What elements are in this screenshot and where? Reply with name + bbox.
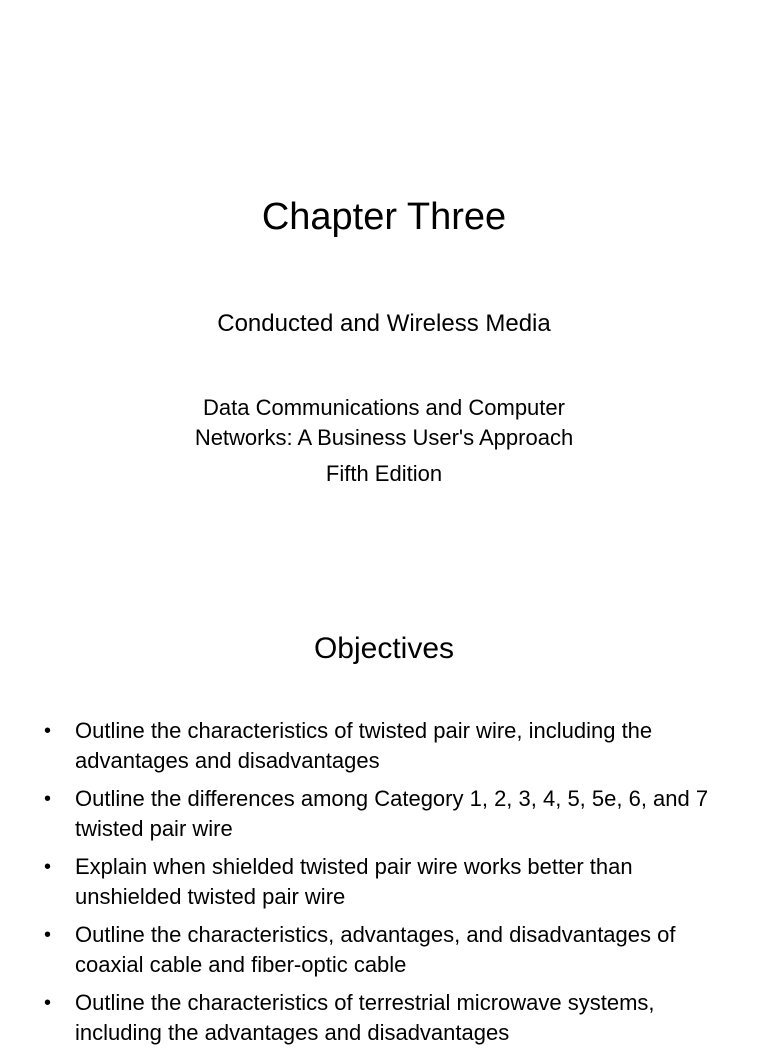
objective-text: Explain when shielded twisted pair wire works better than unshielded twisted pair wire — [75, 854, 633, 909]
book-title — [0, 393, 768, 453]
objective-item — [40, 784, 730, 844]
objective-text: Outline the characteristics of twisted pair wire, including the advantages and disadvantages — [75, 718, 653, 773]
bullet-icon: • — [44, 924, 52, 946]
objective-item — [40, 716, 730, 776]
objective-text: Outline the characteristics, advantages, and disadvantages of coaxial cable and fiber-optic cable — [75, 922, 676, 977]
bullet-icon: • — [44, 856, 52, 878]
objective-item — [40, 920, 730, 980]
objectives-title: Objectives — [313, 632, 455, 665]
objective-text: Outline the characteristics of terrestrial microwave systems, including the advantages and disadvantages — [75, 990, 655, 1045]
objectives-list — [40, 716, 730, 1056]
chapter-title: Chapter Three — [261, 196, 507, 238]
edition-label: Fifth Edition — [325, 461, 443, 486]
chapter-subtitle: Conducted and Wireless Media — [217, 310, 551, 337]
objective-item — [40, 852, 730, 912]
objectives-slide — [0, 576, 768, 1045]
objective-item — [40, 988, 730, 1048]
book-title-line: Networks: A Business User's Approach — [194, 425, 574, 450]
book-title-line: Data Communications and Computer — [203, 395, 565, 420]
objective-text: Outline the differences among Category 1, 2, 3, 4, 5, 5e, 6, and 7 twisted pair wire — [75, 786, 709, 841]
bullet-icon: • — [44, 992, 52, 1014]
bullet-icon: • — [44, 788, 52, 810]
bullet-icon: • — [44, 720, 52, 742]
